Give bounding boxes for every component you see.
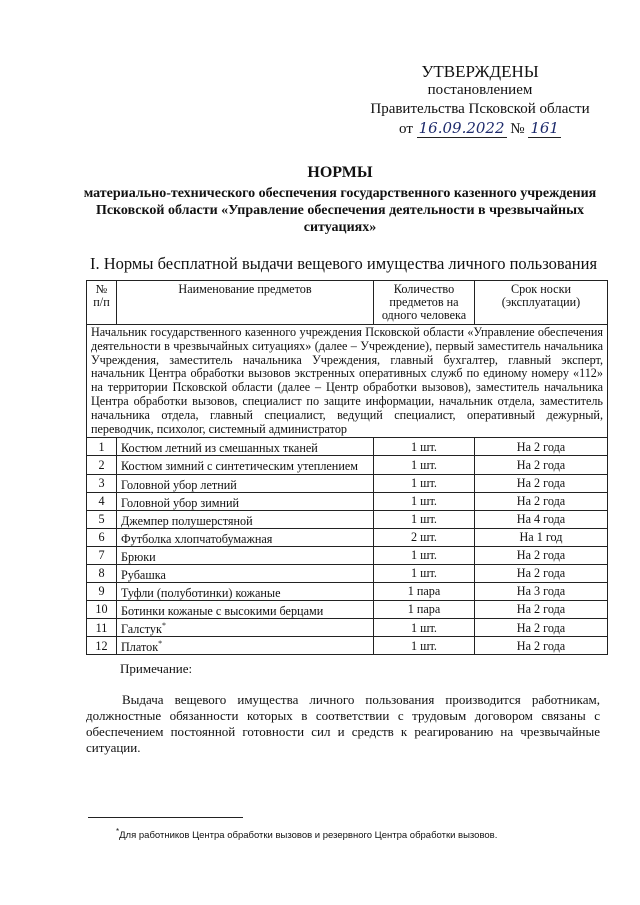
note-heading: Примечание:: [120, 661, 193, 676]
row-term: На 1 год: [475, 528, 608, 546]
row-term: На 2 года: [475, 600, 608, 618]
row-num: 4: [87, 492, 117, 510]
row-name: [117, 528, 374, 546]
row-name: [117, 600, 374, 618]
row-term: На 2 года: [475, 546, 608, 564]
row-term: На 2 года: [475, 637, 608, 655]
row-num: 9: [87, 582, 117, 600]
footnote-divider: [88, 817, 243, 818]
item-name: Костюм зимний с синтетическим утеплением: [121, 459, 358, 474]
item-name: Головной убор летний: [121, 477, 237, 492]
section-heading: I. Нормы бесплатной выдачи вещевого имущества личного пользования: [90, 254, 598, 273]
positions-text: Начальник государственного казенного учреждения Псковской области «Управление обеспечения деятельности в чрезвычайных ситуациях» (далее – Учреждение), первый заместитель начальника Учреждения, заместитель начальника Учреждения, главный бухгалтер, главный эксперт, начальник Центра обработки вызовов экстренных оперативных служб по единому номеру «112» на территории Псковской области (далее – Центр обработки вызовов), заместитель начальника Центра обработки вызовов, специалист по защите информации, начальник отдела, заместитель начальника отдела, главный специалист, ведущий специалист, оперативный дежурный, переводчик, психолог, системный администратор: [87, 325, 608, 438]
table-row: [87, 474, 608, 492]
item-name: Головной убор зимний: [121, 495, 240, 510]
row-term: На 4 года: [475, 510, 608, 528]
table-row: [87, 600, 608, 618]
row-num: 8: [87, 564, 117, 582]
row-num: 3: [87, 474, 117, 492]
item-name: Рубашка: [121, 567, 166, 582]
row-name: [117, 619, 374, 637]
row-qty: 1 шт.: [374, 619, 475, 637]
table-row: [87, 619, 608, 637]
row-term: На 2 года: [475, 456, 608, 474]
approval-line-3: Правительства Псковской области: [370, 101, 590, 117]
row-name: [117, 510, 374, 528]
row-qty: 1 шт.: [374, 637, 475, 655]
table-row: [87, 510, 608, 528]
approval-line-2: постановлением: [427, 82, 533, 98]
row-name: [117, 492, 374, 510]
row-num: 11: [87, 619, 117, 637]
row-qty: 1 шт.: [374, 546, 475, 564]
row-term: На 2 года: [475, 438, 608, 456]
table-row: [87, 582, 608, 600]
row-term: На 3 года: [475, 582, 608, 600]
approval-line-1: УТВЕРЖДЕНЫ: [421, 62, 539, 81]
row-num: 6: [87, 528, 117, 546]
approval-block: [370, 62, 590, 139]
footnote: [116, 827, 497, 841]
number-label: №: [510, 121, 525, 137]
table-row: [87, 546, 608, 564]
item-name: Брюки: [121, 549, 156, 564]
row-name: [117, 546, 374, 564]
table-row: [87, 456, 608, 474]
row-num: 1: [87, 438, 117, 456]
item-name: Костюм летний из смешанных тканей: [121, 441, 318, 456]
approval-date: 16.09.2022: [418, 119, 505, 137]
footnote-ref: *: [161, 621, 166, 630]
approval-reference: [370, 119, 590, 139]
row-qty: 1 пара: [374, 600, 475, 618]
footnote-ref: *: [158, 639, 163, 649]
row-term: На 2 года: [475, 619, 608, 637]
row-name: [117, 456, 374, 474]
row-name: [117, 564, 374, 582]
header-num: № п/п: [87, 281, 117, 325]
item-name: Джемпер полушерстяной: [121, 513, 253, 528]
table-row: [87, 438, 608, 456]
row-qty: 2 шт.: [374, 528, 475, 546]
row-name: [117, 474, 374, 492]
header-term: Срок носки (эксплуатации): [475, 281, 608, 325]
table-header-row: [87, 281, 608, 325]
table-row: [87, 637, 608, 655]
table-row: [87, 528, 608, 546]
row-qty: 1 шт.: [374, 438, 475, 456]
note-text: Выдача вещевого имущества личного пользования производится работникам, должностные обязанности которых в соответствии с трудовым договором связаны с обеспечением постоянной готовности сил и средств к реагированию на чрезвычайные ситуации.: [86, 692, 600, 755]
norms-table: [86, 280, 608, 655]
positions-row: [87, 325, 608, 438]
row-qty: 1 шт.: [374, 510, 475, 528]
row-qty: 1 шт.: [374, 474, 475, 492]
row-num: 12: [87, 637, 117, 655]
item-name: Ботинки кожаные с высокими берцами: [121, 604, 324, 618]
row-term: На 2 года: [475, 492, 608, 510]
footnote-text: Для работников Центра обработки вызовов и резервного Центра обработки вызовов.: [119, 830, 498, 842]
row-qty: 1 пара: [374, 582, 475, 600]
row-num: 2: [87, 456, 117, 474]
row-term: На 2 года: [475, 474, 608, 492]
row-name: [117, 582, 374, 600]
footnote-mark: *: [116, 827, 120, 836]
item-name: Футболка хлопчатобумажная: [121, 531, 273, 546]
row-qty: 1 шт.: [374, 456, 475, 474]
row-qty: 1 шт.: [374, 564, 475, 582]
item-name: Платок: [121, 640, 159, 655]
document-subtitle: материально-технического обеспечения государственного казенного учреждения Псковской области «Управление обеспечения деятельности в чрезвычайных ситуациях»: [83, 186, 597, 235]
approval-number: 161: [530, 119, 559, 137]
item-name: Галстук: [121, 622, 162, 637]
row-qty: 1 шт.: [374, 492, 475, 510]
from-label: от: [399, 121, 413, 137]
row-name: [117, 637, 374, 655]
table-row: [87, 492, 608, 510]
row-num: 10: [87, 600, 117, 618]
document-title: НОРМЫ: [307, 164, 373, 181]
row-num: 5: [87, 510, 117, 528]
row-name: [117, 438, 374, 456]
item-name: Туфли (полуботинки) кожаные: [121, 585, 281, 600]
row-num: 7: [87, 546, 117, 564]
table-row: [87, 564, 608, 582]
row-term: На 2 года: [475, 564, 608, 582]
header-qty: Количество предметов на одного человека: [374, 281, 475, 325]
header-name: Наименование предметов: [117, 281, 374, 325]
